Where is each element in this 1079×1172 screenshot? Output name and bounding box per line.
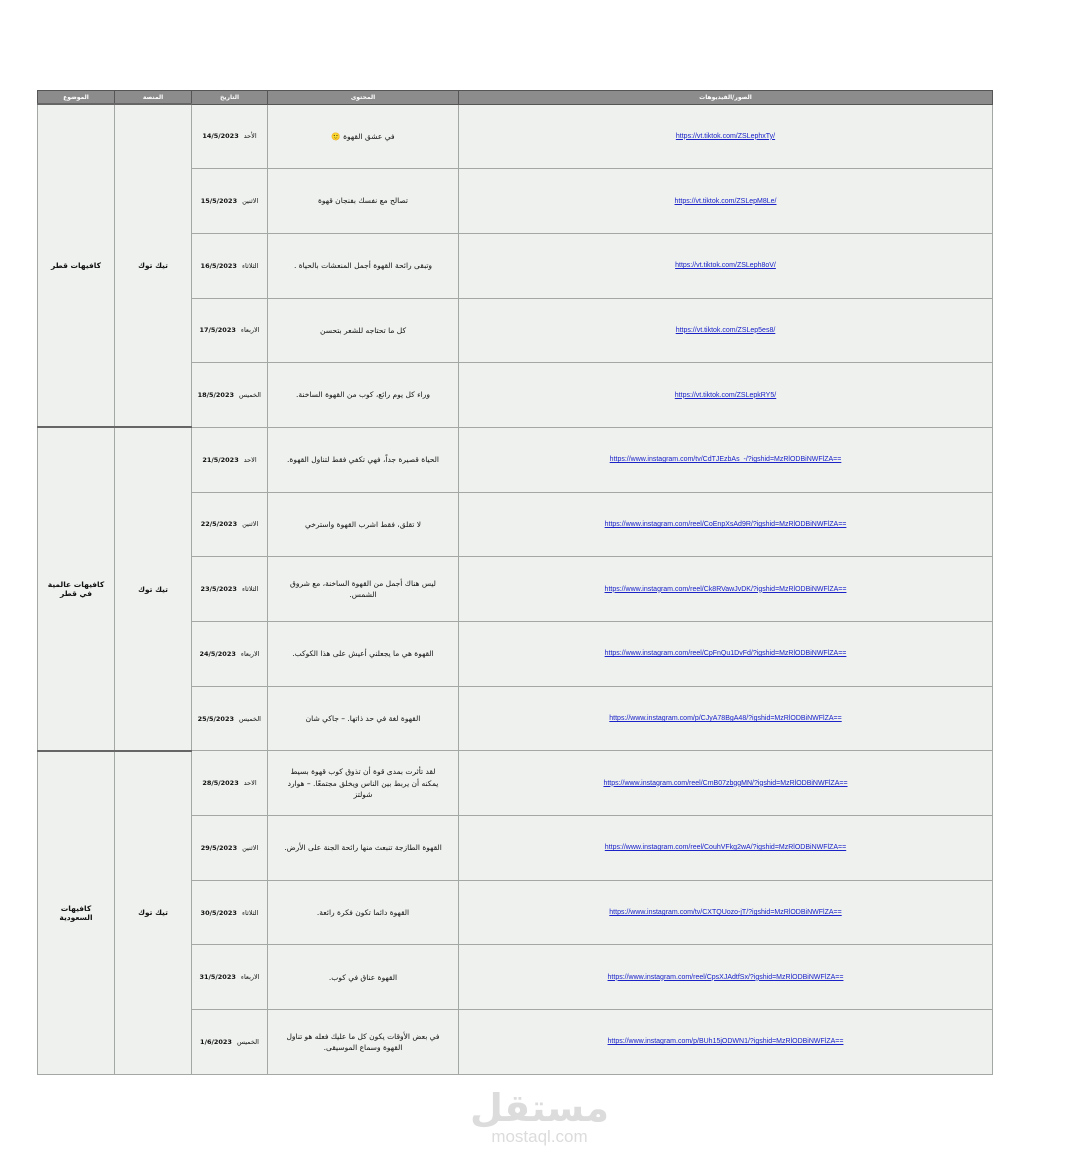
date-day: الثلاثاء xyxy=(241,261,259,270)
media-link[interactable]: https://www.instagram.com/reel/CpFnQu1DvFd/?igshid=MzRlODBiNWFlZA== xyxy=(459,622,993,687)
date-cell xyxy=(192,104,268,169)
media-link[interactable]: https://www.instagram.com/tv/CXTQUozo-jT/?igshid=MzRlODBiNWFlZA== xyxy=(459,880,993,945)
header-content: المحتوى xyxy=(268,91,459,105)
content-cell: ليس هناك أجمل من القهوة الساخنة، مع شروق الشمس. xyxy=(268,557,459,622)
date-cell xyxy=(192,427,268,492)
header-platform: المنصة xyxy=(115,91,192,105)
media-link[interactable]: https://www.instagram.com/reel/CouhVFkg2wA/?igshid=MzRlODBiNWFlZA== xyxy=(459,816,993,881)
date-value: 16/5/2023 xyxy=(200,261,237,270)
date-day: الاربعاء xyxy=(240,973,260,982)
content-cell: القهوة لغة في حد ذاتها. – جاكي شان xyxy=(268,686,459,751)
date-cell xyxy=(192,492,268,557)
content-cell: تصالح مع نفسك بفنجان قهوة xyxy=(268,169,459,234)
platform-cell: تيك توك xyxy=(115,104,192,427)
date-day: الاثنين xyxy=(242,843,259,852)
media-link[interactable]: https://www.instagram.com/reel/CoEnpXsAd9R/?igshid=MzRlODBiNWFlZA== xyxy=(459,492,993,557)
date-day: الاحد xyxy=(243,455,257,464)
date-cell xyxy=(192,622,268,687)
content-cell: القهوة دائما تكون فكرة رائعة. xyxy=(268,880,459,945)
table-row xyxy=(38,427,993,492)
date-value: 23/5/2023 xyxy=(200,585,237,594)
date-value: 31/5/2023 xyxy=(199,973,236,982)
media-link[interactable]: https://vt.tiktok.com/ZSLep5es8/ xyxy=(459,298,993,363)
watermark-logo: مستقل xyxy=(470,1086,609,1130)
content-cell: وتبقى رائحة القهوة أجمل المنعشات بالحياة . xyxy=(268,233,459,298)
date-cell xyxy=(192,816,268,881)
date-day: الاربعاء xyxy=(240,649,260,658)
date-value: 17/5/2023 xyxy=(199,326,236,335)
date-day: الثلاثاء xyxy=(241,908,259,917)
date-value: 30/5/2023 xyxy=(200,908,237,917)
date-value: 14/5/2023 xyxy=(202,132,239,141)
date-day: الخميس xyxy=(239,391,261,400)
date-day: الخميس xyxy=(239,714,261,723)
topic-cell: كافيهات عالمية في قطر xyxy=(38,427,115,750)
media-link[interactable]: https://www.instagram.com/reel/CpsXJAdtfSx/?igshid=MzRlODBiNWFlZA== xyxy=(459,945,993,1010)
content-cell: كل ما تحتاجه للشعر بتحسن xyxy=(268,298,459,363)
watermark-domain: mostaql.com xyxy=(491,1127,588,1146)
date-cell xyxy=(192,557,268,622)
date-value: 1/6/2023 xyxy=(200,1037,232,1046)
platform-cell: تيك توك xyxy=(115,751,192,1074)
date-cell xyxy=(192,169,268,234)
media-link[interactable]: https://www.instagram.com/tv/CdTJEzbAs_-/?igshid=MzRlODBiNWFlZA== xyxy=(459,427,993,492)
date-day: الخميس xyxy=(236,1037,259,1046)
date-value: 21/5/2023 xyxy=(202,455,239,464)
date-cell xyxy=(192,1010,268,1075)
content-cell: لقد تأثرت بمدى قوة أن تذوق كوب قهوة بسيط يمكنه أن يربط بين الناس ويخلق مجتمعًا. – هوارد شولتز xyxy=(268,751,459,816)
date-value: 28/5/2023 xyxy=(202,779,239,788)
date-day: الاثنين xyxy=(242,520,259,529)
topic-cell: كافيهات قطر xyxy=(38,104,115,427)
table-row xyxy=(38,104,993,169)
date-cell xyxy=(192,751,268,816)
date-cell xyxy=(192,686,268,751)
date-cell xyxy=(192,945,268,1010)
content-cell: القهوة الطازجة تنبعث منها رائحة الجنة على الأرض. xyxy=(268,816,459,881)
header-row xyxy=(38,91,993,105)
date-cell xyxy=(192,233,268,298)
content-schedule-table xyxy=(37,90,993,1075)
header-topic: الموضوع xyxy=(38,91,115,105)
date-cell xyxy=(192,363,268,428)
date-cell xyxy=(192,298,268,363)
media-link[interactable]: https://vt.tiktok.com/ZSLepM8Le/ xyxy=(459,169,993,234)
header-media: الصور/الفيديوهات xyxy=(459,91,993,105)
content-cell: الحياة قصيرة جداً، فهي تكفي فقط لتناول القهوة. xyxy=(268,427,459,492)
date-day: الثلاثاء xyxy=(241,585,259,594)
date-value: 29/5/2023 xyxy=(200,843,238,852)
content-cell: القهوة عناق في كوب. xyxy=(268,945,459,1010)
media-link[interactable]: https://www.instagram.com/reel/Ck8RVawJvDK/?igshid=MzRlODBiNWFlZA== xyxy=(459,557,993,622)
topic-cell: كافيهات السعودية xyxy=(38,751,115,1074)
platform-cell: تيك توك xyxy=(115,427,192,750)
content-cell: في بعض الأوقات يكون كل ما عليك فعله هو تناول القهوة وسماع الموسيقى. xyxy=(268,1010,459,1075)
media-link[interactable]: https://vt.tiktok.com/ZSLeph8oV/ xyxy=(459,233,993,298)
date-day: الاثنين xyxy=(242,197,259,206)
media-link[interactable]: https://www.instagram.com/reel/CmB07zbggMN/?igshid=MzRlODBiNWFlZA== xyxy=(459,751,993,816)
date-value: 22/5/2023 xyxy=(200,520,238,529)
date-day: الاحد xyxy=(243,779,257,788)
date-value: 24/5/2023 xyxy=(199,649,236,658)
date-value: 18/5/2023 xyxy=(197,391,234,400)
media-link[interactable]: https://www.instagram.com/p/BUh15jODWN1/?igshid=MzRlODBiNWFlZA== xyxy=(459,1010,993,1075)
date-cell xyxy=(192,880,268,945)
media-link[interactable]: https://www.instagram.com/p/CJyA78BgA48/?igshid=MzRlODBiNWFlZA== xyxy=(459,686,993,751)
header-date: التاريخ xyxy=(192,91,268,105)
mostaql-watermark xyxy=(0,1088,1079,1146)
content-cell: وراء كل يوم رائع، كوب من القهوة الساخنة. xyxy=(268,363,459,428)
table-row xyxy=(38,751,993,816)
date-value: 15/5/2023 xyxy=(200,197,238,206)
date-day: الأحد xyxy=(243,132,257,141)
date-day: الاربعاء xyxy=(240,326,260,335)
content-cell: في عشق القهوة 🙂 xyxy=(268,104,459,169)
date-value: 25/5/2023 xyxy=(197,714,234,723)
content-cell: القهوة هي ما يجعلني أعيش على هذا الكوكب. xyxy=(268,622,459,687)
media-link[interactable]: https://vt.tiktok.com/ZSLepkRY5/ xyxy=(459,363,993,428)
media-link[interactable]: https://vt.tiktok.com/ZSLephxTy/ xyxy=(459,104,993,169)
content-cell: لا تقلق، فقط اشرب القهوة واسترخي xyxy=(268,492,459,557)
